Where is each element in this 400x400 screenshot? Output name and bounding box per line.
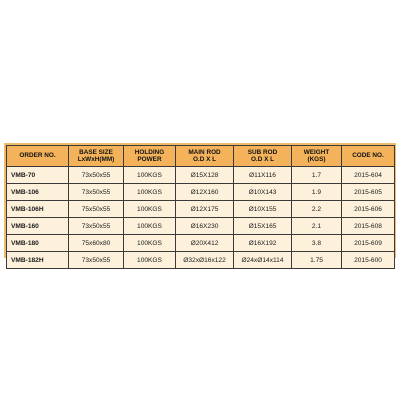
base-size-cell: 73x50x55 [69,184,124,201]
holding-power-cell: 100KGS [124,235,176,252]
header-weight [292,146,342,167]
header-code-no [342,146,395,167]
holding-power-cell: 100KGS [124,167,176,184]
weight-cell: 2.2 [292,201,342,218]
code-no-cell: 2015-600 [342,252,395,269]
spec-table [6,145,395,269]
header-line: O.D X L [250,156,275,163]
header-line: O.D X L [192,156,217,163]
holding-power-cell: 100KGS [124,252,176,269]
header-line: LxWxH(MM) [77,156,115,163]
header-line: CODE NO. [352,152,384,160]
base-size-cell: 73x50x55 [69,218,124,235]
code-no-cell: 2015-605 [342,184,395,201]
sub-rod-cell: Ø24xØ14x114 [234,252,292,269]
code-no-cell: 2015-609 [342,235,395,252]
order-no-cell: VMB-106H [7,201,69,218]
order-no-cell: VMB-180 [7,235,69,252]
base-size-cell: 75x50x55 [69,201,124,218]
weight-cell: 1.7 [292,167,342,184]
holding-power-cell: 100KGS [124,184,176,201]
holding-power-cell: 100KGS [124,201,176,218]
header-line: POWER [137,156,162,163]
header-line: WEIGHT [303,148,330,156]
header-row [7,146,395,167]
order-no-cell: VMB-70 [7,167,69,184]
weight-cell: 2.1 [292,218,342,235]
code-no-cell: 2015-606 [342,201,395,218]
order-no-cell: VMB-106 [7,184,69,201]
sub-rod-cell: Ø10X143 [234,184,292,201]
header-line: (KGS) [307,156,326,163]
table-row [7,201,395,218]
sub-rod-cell: Ø16X192 [234,235,292,252]
table-row [7,218,395,235]
base-size-cell: 73x50x55 [69,252,124,269]
base-size-cell: 73x50x55 [69,167,124,184]
table-row [7,184,395,201]
main-rod-cell: Ø20X412 [176,235,234,252]
header-line: HOLDING [134,148,165,156]
sub-rod-cell: Ø15X165 [234,218,292,235]
header-line: ORDER NO. [19,152,56,160]
weight-cell: 1.75 [292,252,342,269]
order-no-cell: VMB-160 [7,218,69,235]
table-row [7,167,395,184]
main-rod-cell: Ø15X128 [176,167,234,184]
main-rod-cell: Ø16X230 [176,218,234,235]
header-sub-rod [234,146,292,167]
main-rod-cell: Ø32xØ16x122 [176,252,234,269]
header-line: BASE SIZE [79,148,113,156]
header-line: SUB ROD [247,148,278,156]
code-no-cell: 2015-608 [342,218,395,235]
table-row [7,235,395,252]
sub-rod-cell: Ø10X155 [234,201,292,218]
header-line: MAIN ROD [188,148,221,156]
sub-rod-cell: Ø11X116 [234,167,292,184]
weight-cell: 1.9 [292,184,342,201]
base-size-cell: 75x60x80 [69,235,124,252]
order-no-cell: VMB-182H [7,252,69,269]
holding-power-cell: 100KGS [124,218,176,235]
header-holding-power [124,146,176,167]
code-no-cell: 2015-604 [342,167,395,184]
table-row [7,252,395,269]
main-rod-cell: Ø12X175 [176,201,234,218]
header-main-rod [176,146,234,167]
weight-cell: 3.8 [292,235,342,252]
header-base-size [69,146,124,167]
table-body [7,167,395,269]
header-order-no [7,146,69,167]
main-rod-cell: Ø12X160 [176,184,234,201]
